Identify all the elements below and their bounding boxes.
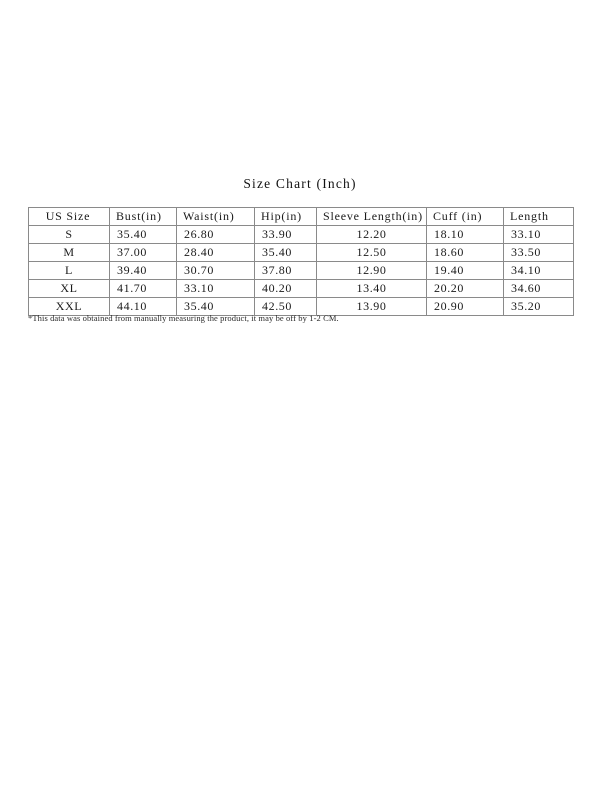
cell-size: XXL [29,298,110,316]
cell-sleeve: 12.20 [317,226,427,244]
cell-size: M [29,244,110,262]
size-chart-table-wrapper [28,207,573,316]
cell-hip: 42.50 [255,298,317,316]
table-row [29,226,574,244]
table-row [29,280,574,298]
column-header-bust: Bust(in) [110,208,177,226]
cell-hip: 33.90 [255,226,317,244]
cell-length: 34.10 [504,262,574,280]
table-header-row [29,208,574,226]
cell-bust: 35.40 [110,226,177,244]
table-row [29,244,574,262]
column-header-sleeve-length: Sleeve Length(in) [317,208,427,226]
cell-waist: 28.40 [177,244,255,262]
column-header-hip: Hip(in) [255,208,317,226]
cell-hip: 40.20 [255,280,317,298]
cell-cuff: 20.20 [427,280,504,298]
cell-sleeve: 12.50 [317,244,427,262]
column-header-length: Length [504,208,574,226]
cell-bust: 41.70 [110,280,177,298]
cell-length: 33.10 [504,226,574,244]
column-header-us-size: US Size [29,208,110,226]
cell-cuff: 19.40 [427,262,504,280]
cell-waist: 26.80 [177,226,255,244]
cell-waist: 30.70 [177,262,255,280]
cell-hip: 35.40 [255,244,317,262]
cell-bust: 37.00 [110,244,177,262]
cell-cuff: 18.10 [427,226,504,244]
cell-waist: 33.10 [177,280,255,298]
cell-size: L [29,262,110,280]
cell-cuff: 18.60 [427,244,504,262]
cell-sleeve: 12.90 [317,262,427,280]
size-chart-table [28,207,574,316]
cell-length: 35.20 [504,298,574,316]
table-row [29,262,574,280]
cell-size: S [29,226,110,244]
cell-length: 33.50 [504,244,574,262]
cell-bust: 44.10 [110,298,177,316]
cell-sleeve: 13.40 [317,280,427,298]
cell-size: XL [29,280,110,298]
cell-cuff: 20.90 [427,298,504,316]
measurement-footnote: *This data was obtained from manually measuring the product, it may be off by 1-2 CM. [28,313,339,323]
cell-sleeve: 13.90 [317,298,427,316]
column-header-cuff: Cuff (in) [427,208,504,226]
cell-bust: 39.40 [110,262,177,280]
cell-length: 34.60 [504,280,574,298]
column-header-waist: Waist(in) [177,208,255,226]
cell-hip: 37.80 [255,262,317,280]
page-title: Size Chart (Inch) [243,176,357,191]
cell-waist: 35.40 [177,298,255,316]
